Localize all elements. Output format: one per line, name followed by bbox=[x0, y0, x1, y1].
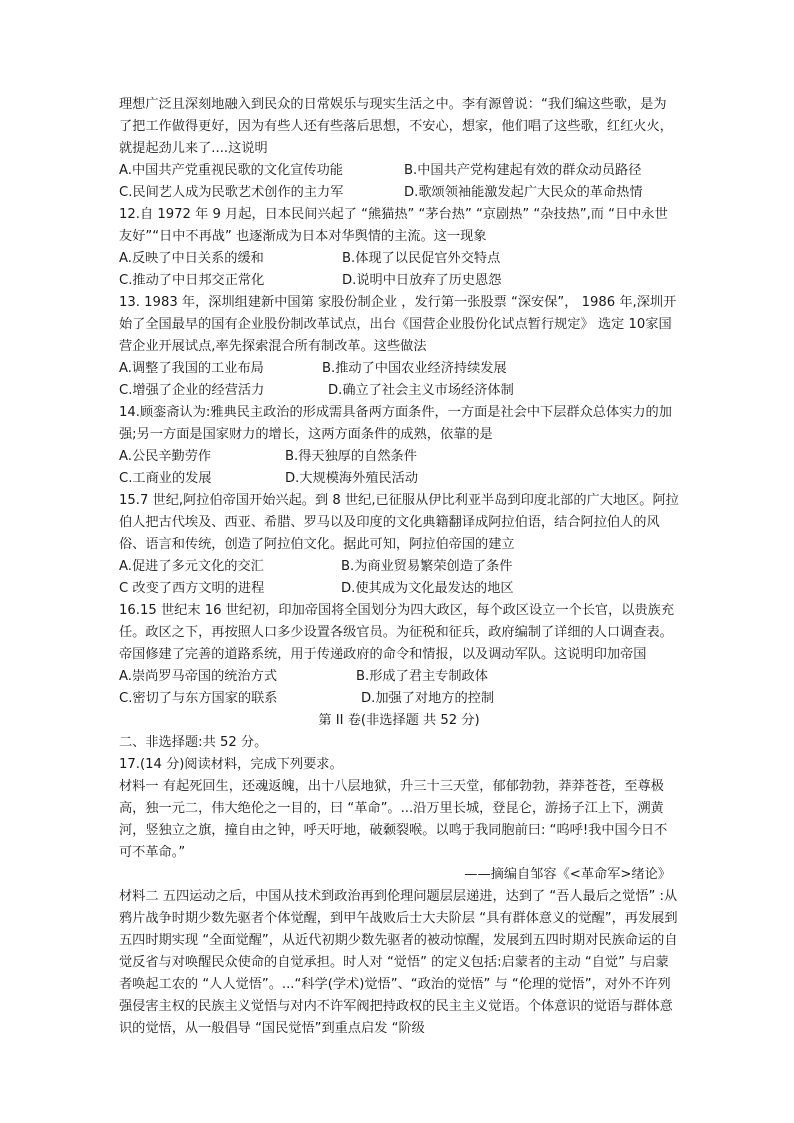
material-1: 材料一 有起死回生，还魂返魄，出十八层地狱，升三十三天堂，郁郁勃勃，莽莽苍苍，至尊极高，独一元二，伟大绝伦之一目的，曰 “革命”。...沿万里长城，登昆仑，游扬子江上下，溯黄河，竖独立之旗，撞自由之钟，呼天吁地，破颡裂喉。以鸣于我同胞前曰: “呜呼!我中国今日不可不革命。” bbox=[119, 779, 668, 860]
question-17-heading: 17.(14 分)阅读材料，完成下列要求。 bbox=[119, 757, 343, 772]
option-b: B.中国共产党构建起有效的群众动员路径 bbox=[404, 163, 642, 178]
question-12-stem: 12.自 1972 年 9 月起，日本民间兴起了 “熊猫热” “茅台热” “京剧热” “杂技热”,而 “日中永世友好”“日中不再战” 也逐渐成为日本对华舆情的主流。这一现象 bbox=[119, 207, 668, 244]
question-15-options-row-2 bbox=[119, 578, 679, 600]
question-11-options-row-2 bbox=[119, 182, 679, 204]
option-d: D.加强了对地方的控制 bbox=[361, 691, 495, 706]
exam-page bbox=[119, 94, 679, 1040]
option-c: C.民间艺人成为民歌艺术创作的主力军 bbox=[119, 185, 344, 200]
question-16-options-row-1 bbox=[119, 666, 679, 688]
option-d: D.使其成为文化最发达的地区 bbox=[341, 581, 514, 596]
question-11-stem: 理想广泛且深刻地融入到民众的日常娱乐与现实生活之中。李有源曾说：“我们编这些歌，是为了把工作做得更好，因为有些人还有些落后思想，不安心，想家，他们唱了这些歌，红红火火，就提起劲儿来了....这说明 bbox=[119, 97, 673, 156]
option-d: D.说明中日放弃了历史恩怨 bbox=[342, 273, 502, 288]
option-a: A.崇尚罗马帝国的统治方式 bbox=[119, 669, 278, 684]
option-c: C.工商业的发展 bbox=[119, 471, 212, 486]
option-c: C.增强了企业的经营活力 bbox=[119, 383, 265, 398]
material-1-source: ——摘编自邹容《<革命军>绪论》 bbox=[464, 867, 671, 882]
option-d: D.歌颂领袖能激发起广大民众的革命热情 bbox=[404, 185, 643, 200]
option-c: C 改变了西方文明的进程 bbox=[119, 581, 265, 596]
material-2: 材料二 五四运动之后，中国从技术到政治再到伦理问题层层递进，达到了 “吾人最后之觉悟” :从鸦片战争时期少数先驱者个体觉醒，到甲午战败后士大夫阶层 “具有群体意义的觉醒”，再发展到五四时期实现 “全面觉醒”，从近代初期少数先驱者的被动惊醒，发展到五四时期对民族命运的自觉反省与对唤醒民众使命的自觉承担。时人对 “觉悟” 的定义包括:启蒙者的主动 “自觉” 与启蒙者唤起工农的 “人人觉悟”。...“科学(学术)觉悟”、“政治的觉悟” 与 “伦理的觉悟”，对外不许列强侵害主权的民族主义觉悟与对内不许军阀把持政权的民主主义觉语。个体意识的觉语与群体意识的觉悟，从一般倡导 “国民觉悟”到重点启发 “阶级 bbox=[119, 889, 678, 1036]
question-16-stem: 16.15 世纪末 16 世纪初，印加帝国将全国划分为四大政区，每个政区设立一个长官，以贵族充任。政区之下，再按照人口多少设置各级官员。为征税和征兵，政府编制了详细的人口调查表。帝国修建了完善的道路系统，用于传递政府的命令和情报，以及调动军队。这说明印加帝国 bbox=[119, 603, 675, 662]
option-d: D.大规模海外殖民活动 bbox=[285, 471, 419, 486]
option-b: B.形成了君主专制政体 bbox=[356, 669, 488, 684]
question-14-stem: 14.顾銮斋认为:雅典民主政治的形成需具备两方面条件，一方面是社会中下层群众总体实力的加强;另一方面是国家财力的增长，这两方面条件的成熟，依靠的是 bbox=[119, 405, 672, 442]
option-a: A.促进了多元文化的交汇 bbox=[119, 559, 264, 574]
option-a: A.调整了我国的工业布局 bbox=[119, 361, 264, 376]
option-a: A.中国共产党重视民歌的文化宣传功能 bbox=[119, 163, 343, 178]
option-a: A.反映了中日关系的缓和 bbox=[119, 251, 264, 266]
option-a: A.公民辛勤劳作 bbox=[119, 449, 212, 464]
question-12-options-row-1 bbox=[119, 248, 679, 270]
question-13-stem: 13. 1983 年，深圳组建新中国第 家股份制企业 ，发行第一张股票 “深安保”， 1986 年,深圳开始了全国最早的国有企业股份制改革试点，出台《国营企业股份化试点暂行规定》 选定 10家国营企业开展试点,率先探索混合所有制改革。这些做法 bbox=[119, 295, 677, 354]
part-2-title: 第 II 卷(非选择题 共 52 分) bbox=[318, 713, 480, 728]
question-15-options-row-1 bbox=[119, 556, 679, 578]
option-b: B.得天独厚的自然条件 bbox=[285, 449, 417, 464]
question-13-options-row-2 bbox=[119, 380, 679, 402]
question-15-stem: 15.7 世纪,阿拉伯帝国开始兴起。到 8 世纪,已征服从伊比利亚半岛到印度北部的广大地区。阿拉伯人把古代埃及、西亚、希腊、罗马以及印度的文化典籍翻译成阿拉伯语，结合阿拉伯人的风俗、语言和传统，创造了阿拉伯文化。据此可知，阿拉伯帝国的建立 bbox=[119, 493, 679, 552]
question-16-options-row-2 bbox=[119, 688, 679, 710]
question-14-options-row-2 bbox=[119, 468, 679, 490]
section-2-heading: 二、非选择题:共 52 分。 bbox=[119, 735, 268, 750]
question-12-options-row-2 bbox=[119, 270, 679, 292]
question-14-options-row-1 bbox=[119, 446, 679, 468]
option-d: D.确立了社会主义市场经济体制 bbox=[328, 383, 514, 398]
question-11-options-row-1 bbox=[119, 160, 679, 182]
option-c: C.密切了与东方国家的联系 bbox=[119, 691, 278, 706]
option-b: B.为商业贸易繁荣创造了条件 bbox=[341, 559, 513, 574]
option-b: B.体现了以民促官外交特点 bbox=[342, 251, 501, 266]
option-c: C.推动了中日邦交正常化 bbox=[119, 273, 265, 288]
question-13-options-row-1 bbox=[119, 358, 679, 380]
option-b: B.推动了中国农业经济持续发展 bbox=[322, 361, 507, 376]
